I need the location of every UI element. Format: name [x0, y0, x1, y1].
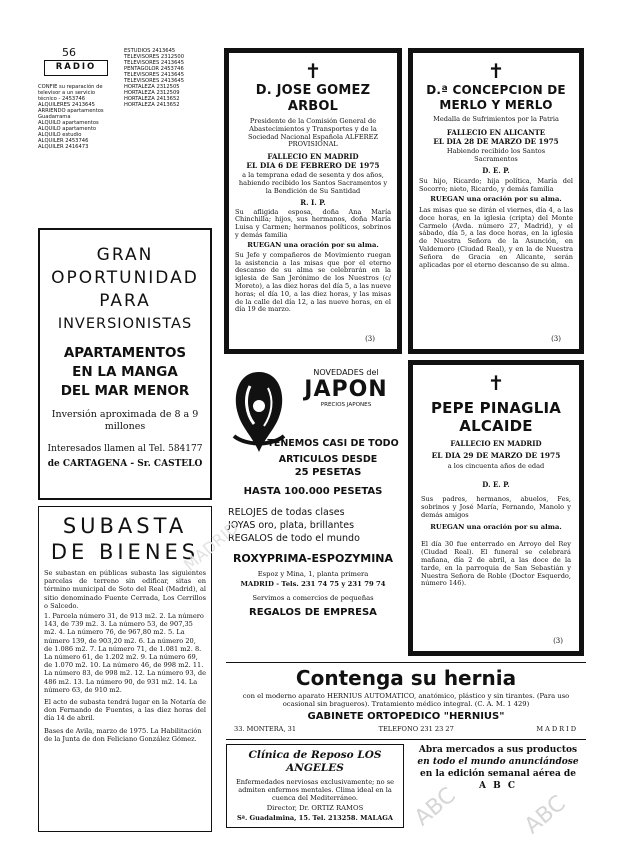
list-item: ALQUILO apartamentos — [38, 120, 99, 126]
obituary-role: Medalla de Sufrimientos por la Patria — [433, 115, 559, 123]
ad-headline-line: INVERSIONISTAS — [57, 316, 193, 332]
investment-ad — [38, 228, 212, 500]
hernia-body: con el moderno aparato HERNIUS AUTOMATICO, anatómico, plástico y sin tirantes. (Para uso ocasional sin bragueros). Tratamiento médico integral. (C. A. M. 1 429) — [242, 692, 570, 708]
auction-footer: Bases de Avila, marzo de 1975. La Habilitación de la Junta de don Feliciano González Gómez. — [44, 726, 202, 743]
list-item: ALQUILER 2453746 — [38, 138, 89, 144]
japan-header-small: NOVEDADES del — [313, 368, 379, 377]
list-item: ALQUILER 2416473 — [38, 144, 89, 150]
auction-item: 4. La número 76, de 967,80 m2. — [58, 628, 166, 637]
hernia-title: Contenga su hernia — [295, 666, 517, 690]
list-item: TELEVISORES 2312500 — [124, 54, 184, 60]
hernia-city: MADRID — [536, 725, 578, 733]
auction-item: 3. La número 53, de 907,35 m2. — [44, 620, 193, 637]
auction-item: 6. La número 20, de 1.086 m2. — [44, 636, 196, 653]
auction-item: 1. Parcela número 31, de 913 m2. — [44, 612, 158, 621]
obituary-ref: (3) — [365, 335, 375, 343]
japan-phone: MADRID - Tels. 231 74 75 y 231 79 74 — [240, 580, 386, 588]
japan-service: Servimos a comercios de pequeñas — [252, 594, 374, 602]
japan-line: TENEMOS CASI DE TODO — [267, 438, 399, 449]
obituary-name: ALCAIDE — [459, 417, 533, 435]
obituary-family: Sus padres, hermanos, abuelos, Fes, sobrinos y José María, Fernando, Manolo y demás amigos — [421, 495, 571, 519]
ad-subline: EN LA MANGA — [72, 364, 178, 380]
auction-note: El acto de subasta tendrá lugar en la Notaría de don Fernando de Fuentes, a las diez horas del día 14 de abril. — [44, 698, 206, 723]
radio-listings-col1 — [38, 84, 126, 150]
clinic-address: Sª. Guadalmina, 15. Tel. 213258. MALAGA — [236, 814, 394, 822]
cross-icon: ✝ — [304, 59, 322, 83]
auction-item: 12. La número 93, de 486 m2. — [44, 669, 206, 686]
obituary-died-where: FALLECIO EN MADRID — [267, 152, 359, 162]
ad-headline-line: OPORTUNIDAD — [51, 268, 199, 288]
auction-item: 10. La número 46, de 998 m2. — [89, 661, 191, 670]
abc-ad-line: en la edición semanal aérea de — [420, 769, 576, 779]
ad-place: de CARTAGENA - Sr. CASTELO — [47, 459, 203, 469]
obituary-family: Su hijo, Ricardo; hija política, María del Socorro; nieto, Ricardo, y demás familia — [419, 177, 573, 194]
list-item: HORTALEZA 2413652 — [124, 102, 180, 108]
obituary-mass: Su Jefe y compañeros de Movimiento ruegan la asistencia a las misas que por el eterno descanso de su alma se celebrarán en la iglesia de San Jerónimo de los Nuestros (c/ Moreto), a las diez horas del día 5, a las nueve horas; el día 10, a las diez horas, y las misas de la calle del día 12, a las nueve horas, en el día 19 de marzo. — [235, 250, 391, 314]
obituary-name: D.ª CONCEPCION DE MERLO Y MERLO — [426, 83, 566, 112]
page-number: 56 — [62, 46, 76, 59]
list-item: HORTALEZA 2312509 — [124, 90, 180, 96]
cross-icon: ✝ — [487, 371, 505, 395]
hernia-address: 33. MONTERA, 31 — [234, 725, 297, 733]
obituary-rip: D. E. P. — [482, 166, 510, 176]
clinic-ad — [226, 744, 404, 828]
japan-line: 25 PESETAS — [294, 467, 362, 478]
obituary-mass: El día 30 fue enterrado en Arroyo del Rey (Ciudad Real). El funeral se celebrará mañana, día 2 de abril, a las doce de la tarde, en la parroquia de San Sebastián y Nuestra Señora de Roble (Doctor Esquerdo, número 146). — [421, 540, 571, 588]
obituary-age: a los cincuenta años de edad — [447, 462, 545, 470]
cross-icon: ✝ — [487, 59, 505, 83]
hernia-ad — [226, 662, 586, 740]
obituary-pepe-pinaglia — [408, 360, 584, 656]
japan-header-big: JAPON — [304, 377, 388, 402]
obituary-family: Su afligida esposa, doña Ana María Chinchilla; hijos, sus hermanos, doña María Luisa y Carmen; hermanos políticos, sobrinos y demás familia — [235, 207, 391, 239]
obituary-ruegan: RUEGAN una oración por su alma. — [247, 240, 379, 249]
japan-line: RELOJES de todas clases — [228, 507, 345, 518]
ad-subline: DEL MAR MENOR — [60, 383, 190, 399]
list-item: TELEVISORES 2413645 — [124, 60, 184, 66]
japan-shop-name: ROXYPRIMA-ESPOZYMINA — [232, 552, 394, 565]
japan-header-sub: PRECIOS JAPONES — [320, 402, 372, 408]
obituary-details: a la temprana edad de sesenta y dos años, habiendo recibido los Santos Sacramentos y la Bendición de Su Santidad — [238, 171, 388, 195]
list-item: ALQUILERES 2413645 — [38, 102, 95, 108]
auction-item: 13. La número 90, de 931 m2. — [73, 677, 175, 686]
auction-item: 8. La número 61, de 1.202 m2. — [44, 644, 202, 662]
ad-subline: APARTAMENTOS — [63, 345, 187, 361]
list-item: ESTUDIOS 2413645 — [124, 48, 176, 54]
list-item: HORTALEZA 2413652 — [124, 96, 180, 102]
obituary-died-when: EL DIA 29 DE MARZO DE 1975 — [431, 451, 561, 460]
abc-ad-line: A B C — [478, 781, 518, 791]
auction-item: 11. La número 83, de 998 m2. — [44, 661, 204, 678]
obituary-died-where: FALLECIO EN ALICANTE — [446, 127, 546, 137]
auction-item: 14. La número 63, de 910 m2. — [44, 677, 198, 694]
auction-item: 9. La número 69, de 1.070 m2. — [44, 653, 198, 670]
ad-contact: Interesados llamen al Tel. 584177 — [47, 444, 203, 454]
japan-line: REGALOS de todo el mundo — [228, 533, 360, 544]
obituary-name: D. JOSE GOMEZ ARBOL — [255, 83, 371, 114]
obituary-ruegan: RUEGAN una oración por su alma. — [430, 523, 562, 532]
hernia-phone: TELEFONO 231 23 27 — [378, 725, 454, 733]
watermark: ABC — [520, 790, 571, 840]
list-item: CONFIE su reparación de televisor a un servicio — [38, 84, 103, 96]
japan-regalos: REGALOS DE EMPRESA — [249, 607, 377, 618]
japan-line: HASTA 100.000 PESETAS — [243, 486, 383, 497]
obituary-details: Habiendo recibido los Santos Sacramentos — [446, 146, 546, 163]
obituary-died-when: EL DIA 6 DE FEBRERO DE 1975 — [246, 161, 380, 171]
japan-line: ARTICULOS DESDE — [278, 454, 378, 465]
obituary-rip: R. I. P. — [300, 197, 326, 207]
section-label: RADIO — [44, 60, 108, 76]
ad-investment-amount: Inversión aproximada de 8 a 9 millones — [51, 409, 199, 432]
auction-item: 7. La número 71, de 1.081 m2. — [89, 644, 193, 653]
ad-headline-line: GRAN — [96, 245, 154, 265]
list-item: TELEVISORES 2413645 — [124, 78, 184, 84]
obituary-concepcion-de-merlo — [408, 48, 584, 354]
obituary-jose-gomez-arbol — [224, 48, 402, 354]
clinic-title: Clínica de Reposo LOS ANGELES — [248, 749, 382, 774]
radio-listings-col2 — [124, 48, 216, 108]
obituary-died-when: EL DIA 28 DE MARZO DE 1975 — [433, 136, 559, 146]
watermark: ABC — [410, 782, 461, 832]
japan-line: JOYAS oro, plata, brillantes — [228, 520, 355, 531]
list-item: ALQUILO estudio — [38, 132, 82, 138]
obituary-ruegan: RUEGAN una oración por su alma. — [430, 194, 562, 203]
list-item: TELEVISORES 2413645 — [124, 72, 184, 78]
japan-address: Espoz y Mina, 1, planta primera — [257, 570, 369, 578]
hernia-clinic-name: GABINETE ORTOPEDICO "HERNIUS" — [307, 711, 505, 722]
auction-item: 2. La número 143, de 739 m2. — [44, 612, 204, 629]
obituary-rip: D. E. P. — [482, 480, 510, 489]
obituary-ref: (3) — [553, 637, 563, 645]
abc-ad-line: Abra mercados a sus productos — [418, 745, 578, 755]
watermark: MADRID — [180, 518, 243, 575]
obituary-role: Presidente de la Comisión General de Abastecimientos y Transportes y de la Sociedad Nacional Española ALFEREZ PROVISIONAL — [247, 117, 379, 149]
list-item: HORTALEZA 2312505 — [124, 84, 180, 90]
japan-shop-ad — [224, 362, 402, 654]
obituary-name: PEPE PINAGLIA — [430, 399, 562, 417]
abc-ad-line: en todo el mundo anunciándose — [417, 757, 579, 767]
clinic-body: Enfermedades nerviosas exclusivamente; no se admiten enfermos mentales. Clima ideal en la cuenca del Mediterráneo. — [235, 778, 395, 802]
ad-headline-line: PARA — [99, 291, 151, 311]
list-item: técnico - 2453746 — [38, 96, 86, 102]
obituary-ref: (3) — [551, 335, 561, 343]
obituary-died-where: FALLECIO EN MADRID — [450, 439, 542, 448]
auction-title: SUBASTA — [62, 514, 188, 538]
auction-item: 5. La número 139, de 903,20 m2. — [44, 628, 185, 645]
auction-body: Se subastan en públicas subasta las siguientes parcelas de terreno sin edificar, sitas en término municipal de Soto del Real (Madrid), al sitio denominado Fuente Cerrada, Los Cerrillos o Salcedo. — [44, 569, 206, 610]
auction-title: DE BIENES — [50, 540, 200, 564]
list-item: ALQUILO apartamento — [38, 126, 97, 132]
clinic-director: Director, Dr. ORTIZ RAMOS — [266, 804, 364, 812]
list-item: ARRIENDO apartamentos Guadarrama — [38, 108, 104, 120]
list-item: PENTAGOLOR 2453746 — [124, 66, 184, 72]
obituary-mass: Las misas que se dirán el viernes, día 4, a las doce horas, en la iglesia (cripta) del Monte Carmelo (Avda. número 27, Madrid), y el sábado, día 5, a las doce horas, en la iglesia de Nuestra Señora de la Asunción, en Valdemoro (Ciudad Real), y en la de Nuestra Señora de Gracia en Alicante, serán aplicadas por el eterno descanso de su alma. — [419, 205, 573, 269]
